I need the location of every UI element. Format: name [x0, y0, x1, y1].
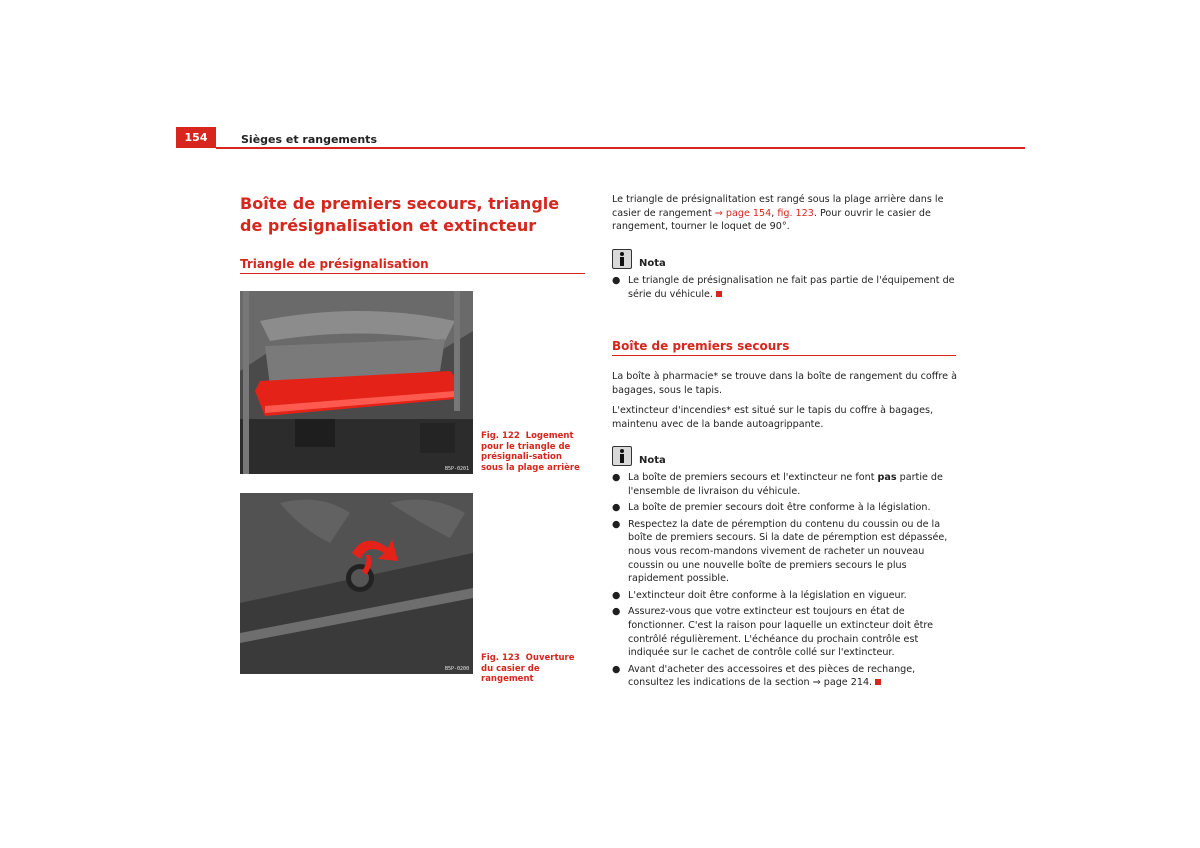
end-of-section-icon: [716, 291, 722, 297]
end-of-section-icon: [875, 679, 881, 685]
list-item: [612, 501, 958, 515]
note-emphasis: pas: [877, 472, 897, 483]
figure-trunk-shelf: [240, 291, 473, 474]
main-title: Boîte de premiers secours, triangle de présignalisation et extincteur: [240, 194, 560, 235]
bullet: ●: [612, 275, 621, 286]
section-heading-first-aid: Boîte de premiers secours: [612, 339, 790, 353]
section-rule: [240, 273, 585, 274]
figure-caption: [481, 431, 581, 473]
note-text: La boîte de premier secours doit être conforme à la législation.: [628, 502, 931, 514]
info-icon: [612, 446, 632, 466]
caption-text: Ouverture du casier de rangement: [481, 653, 575, 684]
figure-storage-latch: [240, 493, 473, 674]
list-item: [612, 274, 958, 301]
storage-latch-illustration: [240, 493, 473, 674]
caption-number: Fig. 122: [481, 431, 520, 441]
list-item: [612, 589, 958, 603]
page-number: 154: [184, 131, 208, 144]
first-aid-paragraph: La boîte à pharmacie* se trouve dans la boîte de rangement du coffre à bagages, sous le tapis.: [612, 371, 957, 396]
figure-code: B5P-0200: [445, 666, 470, 672]
header-divider: [216, 147, 1025, 149]
extinguisher-paragraph: L'extincteur d'incendies* est situé sur le tapis du coffre à bagages, maintenu avec de la bande autoagrippante.: [612, 405, 934, 430]
trunk-shelf-illustration: [240, 291, 473, 474]
note-text: Assurez-vous que votre extincteur est toujours en état de fonctionner. C'est la raison pour laquelle un extincteur doit être contrôlé régulièrement. L'échéance du prochain contrôle est indiquée sur le cachet de contrôle collé sur l'extincteur.: [628, 606, 934, 659]
page-link[interactable]: ⇒ page 154: [714, 207, 772, 219]
bullet: ●: [612, 663, 621, 675]
figure-link[interactable]: fig. 123: [777, 207, 814, 219]
intro-separator: ,: [771, 207, 778, 219]
section-heading-triangle: Triangle de présignalisation: [240, 257, 429, 271]
section-rule: [612, 355, 956, 356]
bullet: ●: [612, 472, 621, 483]
bullet: ●: [612, 502, 621, 514]
info-icon: [612, 249, 632, 269]
caption-number: Fig. 123: [481, 653, 520, 663]
list-item: [612, 605, 958, 659]
note-text: L'extincteur doit être conforme à la législation en vigueur.: [628, 589, 907, 601]
note-label: Nota: [639, 455, 666, 466]
bullet: ●: [612, 606, 621, 618]
note-text: Respectez la date de péremption du contenu du coussin ou de la boîte de premiers secours. Si la date de péremption est dépassée, nous vous recom-mandons vivement de racheter un nouveau coussin ou une nouvelle boîte de premiers secours le plus rapidement possible.: [628, 518, 948, 585]
bullet: ●: [612, 589, 621, 601]
intro-paragraph: [612, 193, 958, 234]
note-text: partie de l'ensemble de livraison du véhicule.: [628, 472, 943, 497]
figure-caption: [481, 653, 581, 685]
intro-text: Le triangle de présignalitation est rangé sous la plage arrière dans le casier de rangement: [612, 194, 944, 219]
list-item: [612, 518, 958, 586]
bullet: ●: [612, 518, 621, 530]
note-list: [612, 274, 958, 301]
caption-text: Logement pour le triangle de présignali-sation sous la plage arrière: [481, 431, 580, 473]
note-list: [612, 471, 958, 690]
note-label: Nota: [639, 258, 666, 269]
list-item: [612, 663, 958, 690]
chapter-title: Sièges et rangements: [241, 133, 377, 146]
list-item: [612, 471, 958, 498]
intro-text-end: . Pour ouvrir le casier de rangement, tourner le loquet de 90°.: [612, 207, 931, 233]
note-text: Le triangle de présignalisation ne fait pas partie de l'équipement de série du véhicule.: [628, 275, 955, 300]
figure-code: B5P-0201: [445, 466, 470, 472]
note-text: La boîte de premiers secours et l'extincteur ne font: [628, 472, 878, 483]
note-text: Avant d'acheter des accessoires et des pièces de rechange, consultez les indications de la section ⇒ page 214.: [628, 663, 916, 689]
